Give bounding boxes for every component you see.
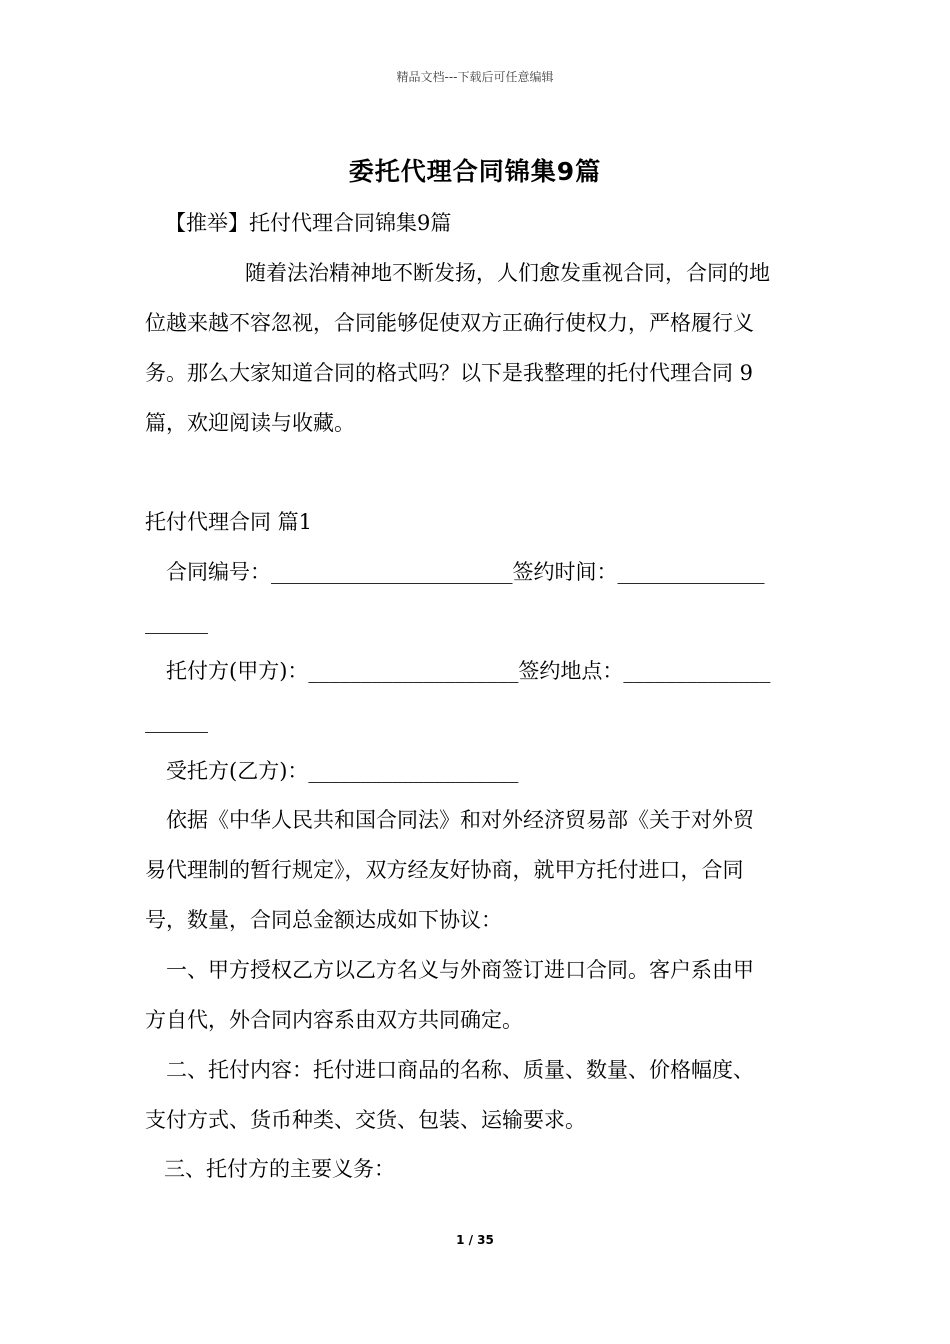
document-title: 委托代理合同锦集9篇 [348,157,602,186]
intro-line-1: 随着法治精神地不断发扬，人们愈发重视合同，合同的地 [245,261,770,285]
clause-one-line-1: 一、甲方授权乙方以乙方名义与外商签订进口合同。客户系由甲 [166,958,754,982]
clause-one-line-2: 方自代，外合同内容系由双方共同确定。 [145,1008,523,1032]
intro-line-4: 篇，欢迎阅读与收藏。 [145,411,355,435]
body-line-2: 易代理制的暂行规定》，双方经友好协商，就甲方托付进口，合同 [145,858,744,882]
clause-three-heading: 三、托付方的主要义务： [164,1157,395,1181]
intro-line-3: 务。那么大家知道合同的格式吗？以下是我整理的托付代理合同 9 [145,361,754,385]
body-line-3: 号，数量，合同总金额达成如下协议： [145,908,502,932]
section-heading: 托付代理合同 篇1 [145,510,313,534]
intro-line-2: 位越来越不容忽视，合同能够促使双方正确行使权力，严格履行义 [145,311,754,335]
field-continuation-line: ______ [145,610,208,634]
agent-party-field: 受托方(乙方)：____________________ [166,759,519,783]
clause-two-line-1: 二、托付内容：托付进口商品的名称、质量、数量、价格幅度、 [166,1058,754,1082]
header-note: 精品文档---下载后可任意编辑 [396,70,554,84]
contract-number-field: 合同编号：_______________________签约时间：______________ [166,560,765,584]
field-continuation-line: ______ [145,709,208,733]
principal-party-field: 托付方(甲方)：____________________签约地点：______________ [166,659,771,683]
page-number: 1 / 35 [456,1233,494,1247]
body-line-1: 依据《中华人民共和国合同法》和对外经济贸易部《关于对外贸 [166,808,754,832]
document-subtitle: 【推举】托付代理合同锦集9篇 [165,211,452,235]
clause-two-line-2: 支付方式、货币种类、交货、包装、运输要求。 [145,1108,586,1132]
